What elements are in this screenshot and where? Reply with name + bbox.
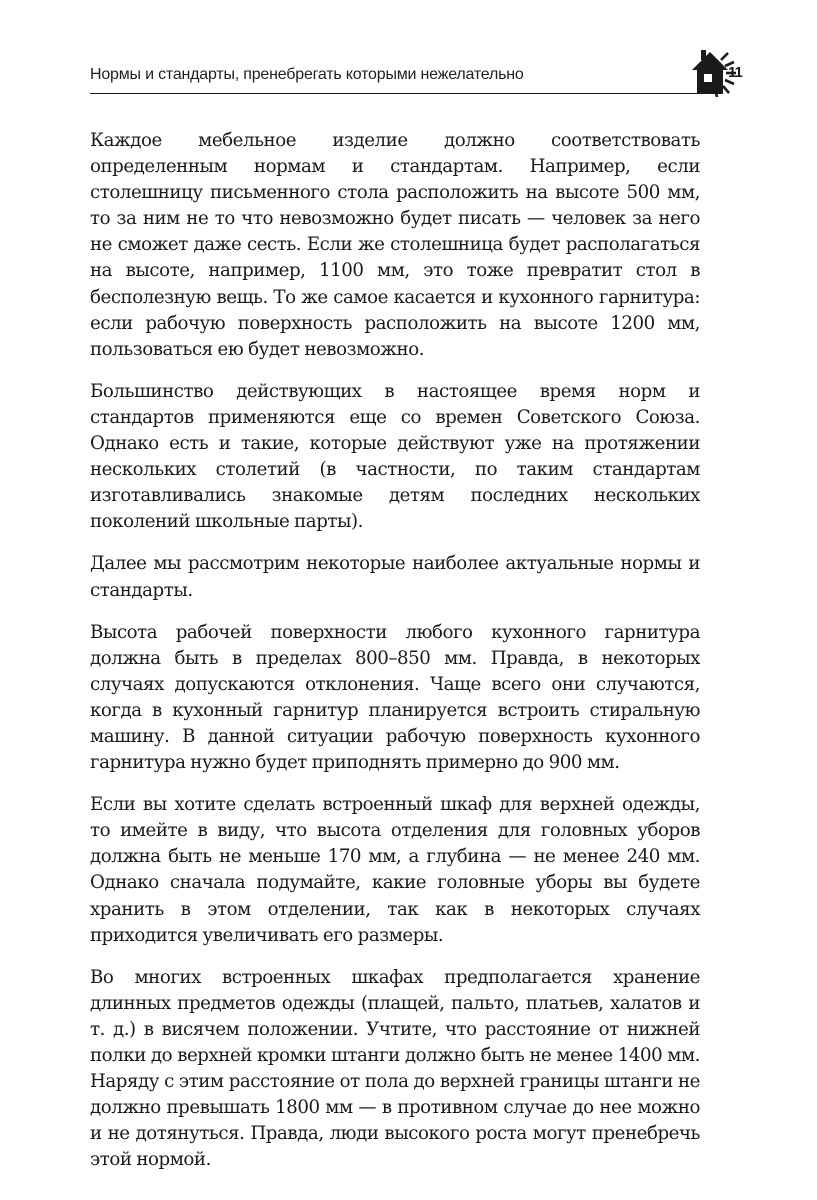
paragraph: Большинство действующих в настоящее время норм и стандартов применяются еще со времен Советского Союза. Однако есть и такие, которые действуют уже на протяжении нескольких столетий (в частности, по таким стандартам изготавливались знакомые детям последних нескольких поколений школьные парты).: [90, 380, 700, 533]
paragraph: Высота рабочей поверхности любого кухонного гарнитура должна быть в пределах 800–850 мм. Правда, в некоторых случаях допускаются отклонения. Чаще всего они случаются, когда в кухонный гарнитур планируется встроить стиральную машину. В данной ситуации рабочую поверхность кухонного гарнитура нужно будет приподнять примерно до 900 мм.: [90, 621, 700, 774]
header-rule: [90, 93, 702, 94]
body-text: [90, 128, 700, 1189]
paragraph: Каждое мебельное изделие должно соответствовать определенным нормам и стандартам. Например, если столешницу письменного стола расположить на высоте 500 мм, то за ним не то что невозможно будет писать — человек за него не сможет даже сесть. Если же столешница будет располагаться на высоте, например, 1100 мм, это тоже превратит стол в бесполезную вещь. То же самое касается и кухонного гарнитура: если рабочую поверхность расположить на высоте 1200 мм, пользоваться ею будет невозможно.: [90, 130, 700, 360]
paragraph: Если вы хотите сделать встроенный шкаф для верхней одежды, то имейте в виду, что высота отделения для головных уборов должна быть не меньше 170 мм, а глубина — не менее 240 мм. Однако сначала подумайте, какие головные уборы вы будете хранить в этом отделении, так как в некоторых случаях приходится увеличивать его размеры.: [90, 794, 700, 946]
page-number: 11: [728, 64, 742, 81]
page-header: [90, 44, 740, 100]
running-title: Нормы и стандарты, пренебрегать которыми нежелательно: [90, 66, 524, 83]
paragraph: Во многих встроенных шкафах предполагается хранение длинных предметов одежды (плащей, пальто, платьев, халатов и т. д.) в висячем положении. Учтите, что расстояние от нижней полки до верхней кромки штанги должно быть не менее 1400 мм. Наряду с этим расстояние от пола до верхней границы штанги не должно превышать 1800 мм — в противном случае до нее можно и не дотянуться. Правда, люди высокого роста могут пренебречь этой нормой.: [90, 966, 700, 1171]
paragraph: Далее мы рассмотрим некоторые наиболее актуальные нормы и стандарты.: [90, 553, 700, 601]
